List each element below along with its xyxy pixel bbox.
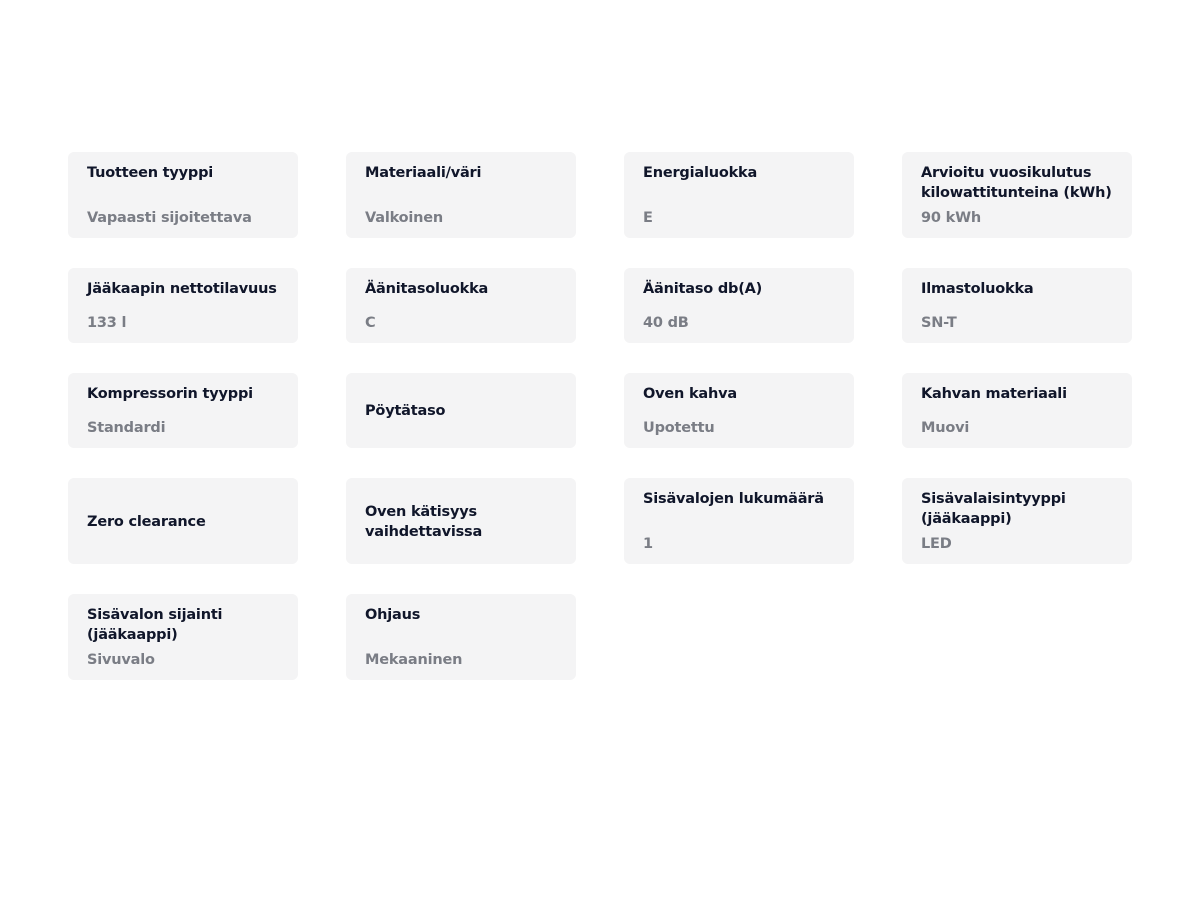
spec-card-annual-consumption: [902, 152, 1132, 238]
spec-value: 90 kWh: [921, 210, 981, 226]
spec-value: LED: [921, 536, 952, 552]
spec-value: Valkoinen: [365, 210, 444, 226]
spec-card-interior-light-count: [624, 478, 854, 564]
spec-value: SN-T: [921, 315, 957, 331]
spec-label: Sisävalojen lukumäärä: [643, 491, 824, 507]
spec-card-zero-clearance: [68, 478, 298, 564]
spec-row: [68, 594, 1132, 680]
spec-card-tabletop: [346, 373, 576, 448]
spec-label: Sisävalaisintyyppi (jääkaappi): [921, 491, 1066, 527]
spec-value: 40 dB: [643, 315, 689, 331]
spec-value: 1: [643, 536, 653, 552]
spec-label: Äänitaso db(A): [643, 281, 763, 297]
spec-value: Upotettu: [643, 420, 715, 436]
spec-card-energy-class: [624, 152, 854, 238]
spec-label: Kahvan materiaali: [921, 386, 1067, 402]
spec-card-material-color: [346, 152, 576, 238]
spec-value: Mekaaninen: [365, 652, 463, 668]
spec-label: Kompressorin tyyppi: [87, 386, 253, 402]
spec-label: Sisävalon sijainti (jääkaappi): [87, 607, 223, 643]
spec-card-noise-level: [624, 268, 854, 343]
spec-row: [68, 373, 1132, 448]
spec-card-interior-light-type: [902, 478, 1132, 564]
spec-value: C: [365, 315, 376, 331]
spec-card-handle-material: [902, 373, 1132, 448]
spec-label: Materiaali/väri: [365, 165, 482, 181]
spec-value: Muovi: [921, 420, 970, 436]
spec-card-product-type: [68, 152, 298, 238]
spec-label: Ohjaus: [365, 607, 421, 623]
spec-card-interior-light-location: [68, 594, 298, 680]
spec-label: Zero clearance: [87, 513, 206, 530]
spec-card-fridge-net-volume: [68, 268, 298, 343]
spec-label: Oven kahva: [643, 386, 737, 402]
spec-card-compressor-type: [68, 373, 298, 448]
product-specs-grid: [68, 152, 1132, 710]
spec-label: Energialuokka: [643, 165, 758, 181]
spec-value: Sivuvalo: [87, 652, 155, 668]
spec-value: Vapaasti sijoitettava: [87, 210, 252, 226]
spec-card-door-handle: [624, 373, 854, 448]
spec-value: E: [643, 210, 653, 226]
spec-card-reversible-door: [346, 478, 576, 564]
spec-value: 133 l: [87, 315, 127, 331]
spec-label: Ilmastoluokka: [921, 281, 1034, 297]
spec-label: Arvioitu vuosikulutus kilowattitunteina (kWh): [921, 165, 1112, 201]
spec-label: Oven kätisyys vaihdettavissa: [365, 503, 483, 540]
spec-card-control: [346, 594, 576, 680]
spec-row: [68, 268, 1132, 343]
spec-label: Tuotteen tyyppi: [87, 165, 214, 181]
spec-label: Pöytätaso: [365, 403, 446, 419]
spec-row: [68, 478, 1132, 564]
spec-value: Standardi: [87, 420, 166, 436]
spec-row: [68, 152, 1132, 238]
spec-card-climate-class: [902, 268, 1132, 343]
spec-label: Äänitasoluokka: [365, 281, 489, 297]
spec-label: Jääkaapin nettotilavuus: [87, 281, 277, 297]
spec-card-noise-class: [346, 268, 576, 343]
